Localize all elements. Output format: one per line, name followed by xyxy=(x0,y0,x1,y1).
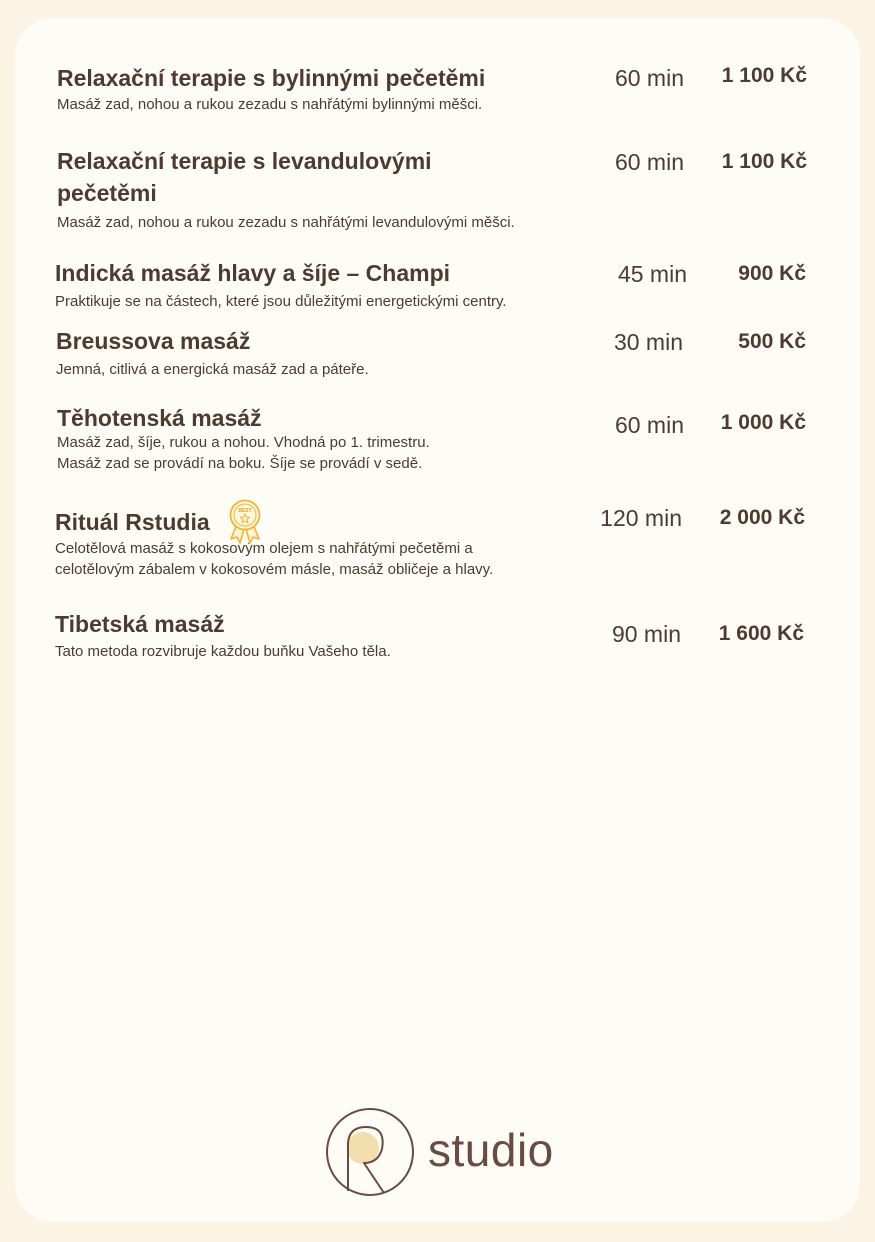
service-description: Celotělová masáž s kokosovým olejem s nahřátými pečetěmi a xyxy=(55,540,473,557)
badge-text: BEST xyxy=(238,508,252,514)
service-description: Masáž zad se provádí na boku. Šíje se provádí v sedě. xyxy=(57,455,423,472)
best-award-ribbon-icon xyxy=(228,498,262,544)
service-name: Breussova masáž xyxy=(56,328,251,354)
service-item xyxy=(57,62,485,115)
service-price: 500 Kč xyxy=(738,330,806,353)
service-duration: 60 min xyxy=(614,149,684,175)
service-name: Rituál Rstudia xyxy=(55,509,210,535)
service-price: 900 Kč xyxy=(738,262,806,285)
service-name: Indická masáž hlavy a šíje – Champi xyxy=(55,260,451,286)
service-item xyxy=(57,402,430,474)
service-duration: 60 min xyxy=(614,65,684,91)
service-description: celotělovým zábalem v kokosovém másle, masáž obličeje a hlavy. xyxy=(55,561,494,578)
service-item xyxy=(57,145,515,233)
service-duration: 45 min xyxy=(617,261,687,287)
service-description: Masáž zad, nohou a rukou zezadu s nahřátými bylinnými měšci. xyxy=(57,96,483,113)
service-price: 1 600 Kč xyxy=(718,622,804,645)
service-description: Tato metoda rozvibruje každou buňku Vašeho těla. xyxy=(55,643,391,660)
service-duration: 30 min xyxy=(613,329,683,355)
service-name: Tibetská masáž xyxy=(55,611,225,637)
service-price: 2 000 Kč xyxy=(719,506,805,529)
service-item xyxy=(56,325,369,380)
service-duration: 120 min xyxy=(600,505,682,531)
service-price: 1 000 Kč xyxy=(720,411,806,434)
service-name: Relaxační terapie s levandulovými pečetěmi xyxy=(57,148,432,206)
service-description: Masáž zad, šíje, rukou a nohou. Vhodná po 1. trimestru. xyxy=(57,434,430,451)
service-duration: 60 min xyxy=(614,412,684,438)
service-description: Masáž zad, nohou a rukou zezadu s nahřátými levandulovými měšci. xyxy=(57,214,515,231)
service-price: 1 100 Kč xyxy=(721,150,807,173)
service-name: Relaxační terapie s bylinnými pečetěmi xyxy=(57,65,486,91)
service-description: Jemná, citlivá a energická masáž zad a páteře. xyxy=(56,361,369,378)
logo-text: studio xyxy=(428,1124,554,1176)
service-name: Těhotenská masáž xyxy=(57,405,262,431)
service-item xyxy=(55,608,391,662)
service-price: 1 100 Kč xyxy=(721,64,807,87)
service-item xyxy=(55,506,493,580)
service-item xyxy=(55,257,507,312)
service-duration: 90 min xyxy=(611,621,681,647)
service-description: Praktikuje se na částech, které jsou důležitými energetickými centry. xyxy=(55,293,507,310)
